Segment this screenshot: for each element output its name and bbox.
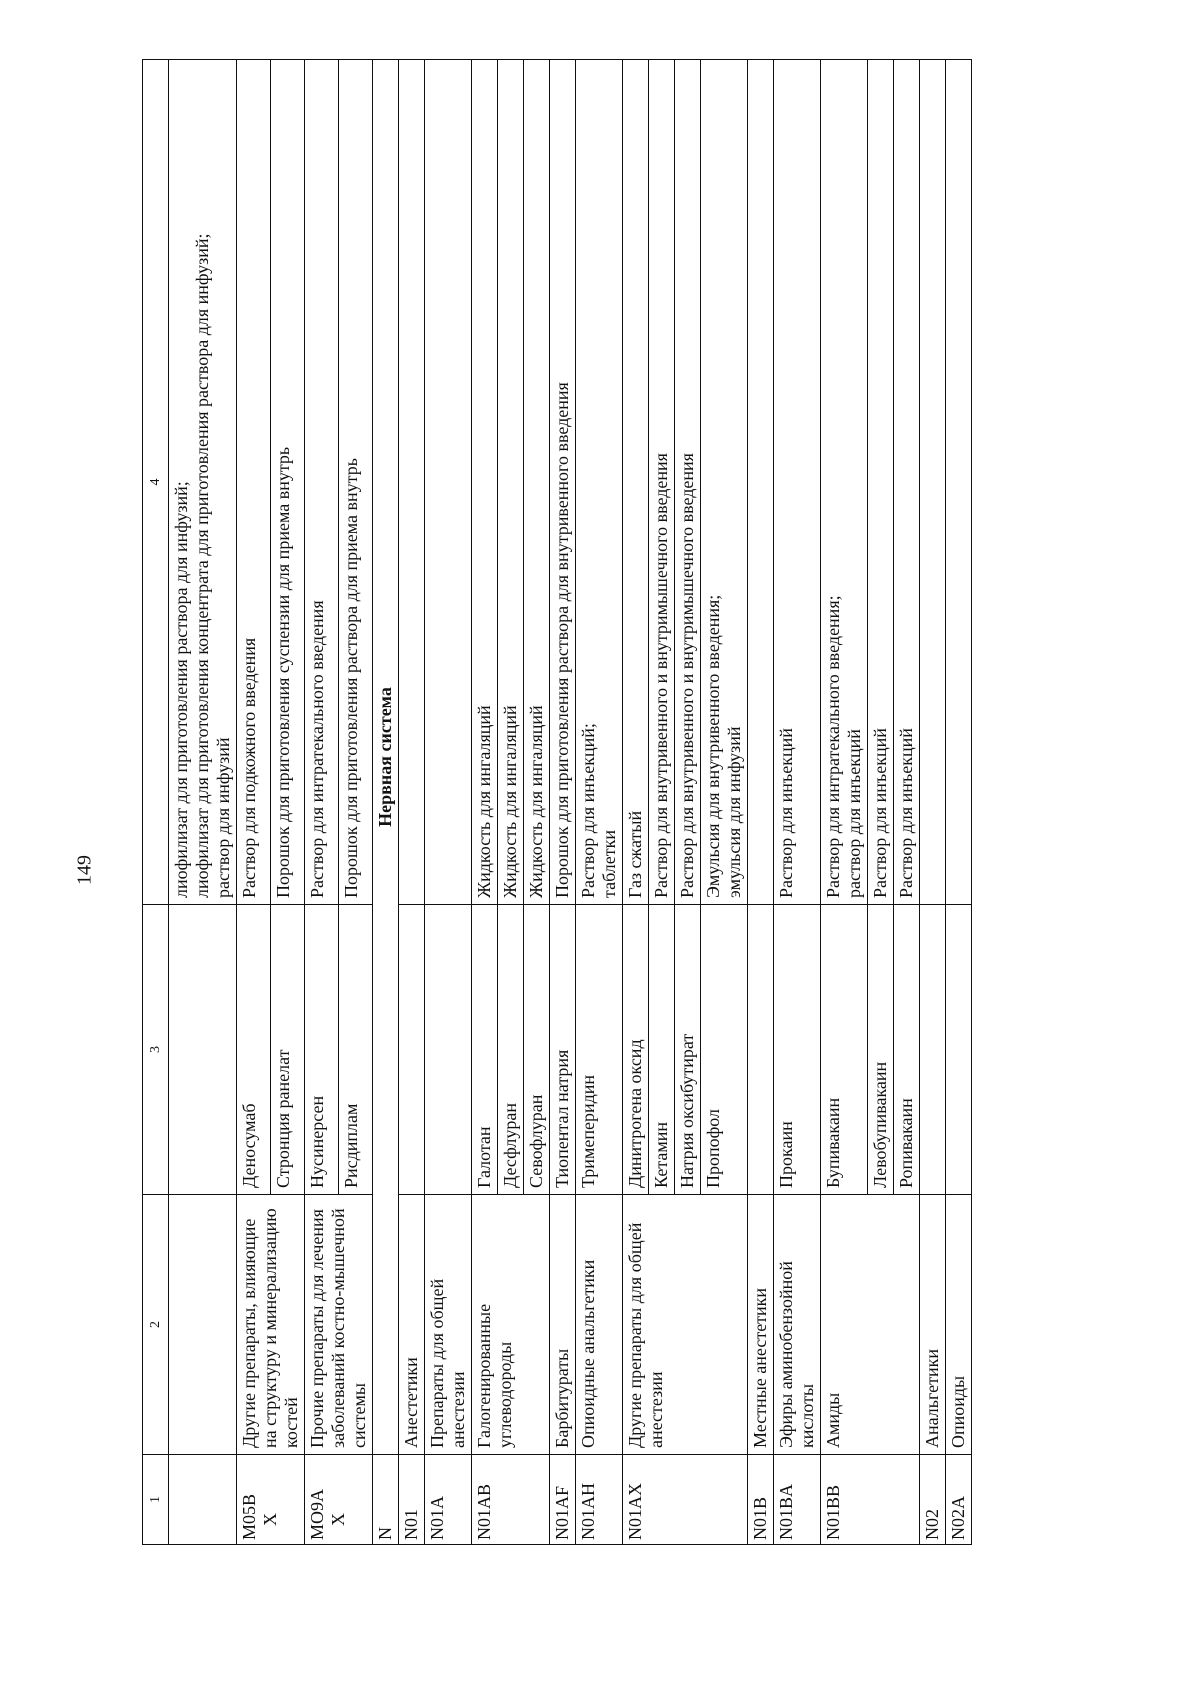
- table-row: [623, 60, 649, 1545]
- code-cell: [169, 1455, 237, 1545]
- page-number: 149: [73, 855, 96, 885]
- drug-cell: Галотан: [472, 905, 498, 1195]
- code-cell: N01A: [425, 1455, 472, 1545]
- form-cell: Жидкость для ингаляций: [472, 60, 498, 905]
- rotated-page-content: [142, 60, 1157, 1545]
- form-cell: Раствор для инъекций: [774, 60, 821, 905]
- group-cell: Другие препараты, влияющие на структуру и минерализацию костей: [237, 1195, 305, 1455]
- code-cell: N01AH: [576, 1455, 623, 1545]
- drug-cell: [946, 905, 972, 1195]
- table-row: [774, 60, 821, 1545]
- form-cell: [701, 60, 748, 905]
- code-cell: [305, 1455, 373, 1545]
- form-cell: [920, 60, 946, 905]
- header-col-1: 1: [143, 1455, 169, 1545]
- form-cell: Жидкость для ингаляций: [498, 60, 524, 905]
- group-cell: Другие препараты для общей анестезии: [623, 1195, 748, 1455]
- drug-cell: Тиопентал натрия: [550, 905, 576, 1195]
- form-line: раствор для инфузий: [213, 737, 233, 898]
- drug-cell: Нусинерсен: [305, 905, 339, 1195]
- code-cell: N01: [399, 1455, 425, 1545]
- form-cell: [169, 60, 237, 905]
- form-line: Раствор для интратекального введения;: [823, 595, 843, 898]
- form-cell: Раствор для инъекций: [868, 60, 894, 905]
- form-line: эмульсия для инфузий: [724, 726, 744, 898]
- form-line: раствор для инъекций: [844, 729, 864, 898]
- table-row: [550, 60, 576, 1545]
- form-cell: [748, 60, 774, 905]
- form-cell: [821, 60, 868, 905]
- form-cell: [946, 60, 972, 905]
- drug-cell: [920, 905, 946, 1195]
- group-cell: Барбитураты: [550, 1195, 576, 1455]
- group-cell: Амиды: [821, 1195, 920, 1455]
- drug-cell: [399, 905, 425, 1195]
- code-line: X: [260, 1513, 280, 1526]
- header-col-4: 4: [143, 60, 169, 905]
- group-cell: Эфиры аминобензойной кислоты: [774, 1195, 821, 1455]
- table-header-row: [143, 60, 169, 1545]
- code-line: X: [328, 1513, 348, 1526]
- drug-cell: Деносумаб: [237, 905, 271, 1195]
- group-cell: Галогенированные углеводороды: [472, 1195, 550, 1455]
- code-line: M05B: [239, 1493, 259, 1540]
- table-row: [237, 60, 271, 1545]
- form-line: лиофилизат для приготовления раствора для инфузий;: [171, 481, 191, 898]
- code-line: MO9A: [307, 1488, 327, 1540]
- code-cell: N01AF: [550, 1455, 576, 1545]
- form-cell: Газ сжатый: [623, 60, 649, 905]
- drug-cell: [425, 905, 472, 1195]
- form-cell: Раствор для внутривенного и внутримышечного введения: [649, 60, 675, 905]
- drug-cell: Десфлуран: [498, 905, 524, 1195]
- table-row: [305, 60, 339, 1545]
- table-row: [946, 60, 972, 1545]
- group-cell: Опиоидные анальгетики: [576, 1195, 623, 1455]
- form-line: таблетки: [599, 829, 619, 898]
- form-line: лиофилизат для приготовления концентрата для приготовления раствора для инфузий;: [192, 233, 212, 898]
- drug-cell: [169, 905, 237, 1195]
- table-row: [576, 60, 623, 1545]
- code-cell: N01AX: [623, 1455, 748, 1545]
- code-cell: N01BA: [774, 1455, 821, 1545]
- drug-cell: Прокаин: [774, 905, 821, 1195]
- drug-cell: Динитрогена оксид: [623, 905, 649, 1195]
- section-title: Нервная система: [373, 60, 399, 1455]
- drug-cell: Пропофол: [701, 905, 748, 1195]
- form-cell: [425, 60, 472, 905]
- code-cell: N01BB: [821, 1455, 920, 1545]
- table-row: [748, 60, 774, 1545]
- form-cell: [399, 60, 425, 905]
- table-row: [425, 60, 472, 1545]
- form-cell: [576, 60, 623, 905]
- group-cell: Прочие препараты для лечения заболеваний костно-мышечной системы: [305, 1195, 373, 1455]
- form-cell: Раствор для подкожного введения: [237, 60, 271, 905]
- table-row: [472, 60, 498, 1545]
- group-cell: Анальгетики: [920, 1195, 946, 1455]
- table-row: [399, 60, 425, 1545]
- form-cell: Раствор для интратекального введения: [305, 60, 339, 905]
- table-row: [920, 60, 946, 1545]
- drug-cell: Кетамин: [649, 905, 675, 1195]
- form-cell: Жидкость для ингаляций: [524, 60, 550, 905]
- form-cell: Порошок для приготовления суспензии для приема внутрь: [271, 60, 305, 905]
- form-cell: Порошок для приготовления раствора для приема внутрь: [339, 60, 373, 905]
- group-cell: [169, 1195, 237, 1455]
- group-cell: Анестетики: [399, 1195, 425, 1455]
- medication-table: [142, 59, 972, 1545]
- code-cell: [237, 1455, 305, 1545]
- drug-cell: Стронция ранелат: [271, 905, 305, 1195]
- group-cell: Опиоиды: [946, 1195, 972, 1455]
- table-row: [821, 60, 868, 1545]
- form-line: Раствор для инъекций;: [578, 723, 598, 898]
- form-cell: Раствор для инъекций: [894, 60, 920, 905]
- group-cell: Местные анестетики: [748, 1195, 774, 1455]
- code-cell: N01B: [748, 1455, 774, 1545]
- drug-cell: Натрия оксибутират: [675, 905, 701, 1195]
- drug-cell: Тримеперидин: [576, 905, 623, 1195]
- form-line: Эмульсия для внутривенного введения;: [703, 594, 723, 898]
- code-cell: N01AB: [472, 1455, 550, 1545]
- code-cell: N: [373, 1455, 399, 1545]
- drug-cell: Левобупивакаин: [868, 905, 894, 1195]
- drug-cell: [748, 905, 774, 1195]
- drug-cell: Ропивакаин: [894, 905, 920, 1195]
- section-row: [373, 60, 399, 1545]
- header-col-3: 3: [143, 905, 169, 1195]
- form-cell: Порошок для приготовления раствора для внутривенного введения: [550, 60, 576, 905]
- group-cell: Препараты для общей анестезии: [425, 1195, 472, 1455]
- code-cell: N02A: [946, 1455, 972, 1545]
- drug-cell: Бупивакаин: [821, 905, 868, 1195]
- code-cell: N02: [920, 1455, 946, 1545]
- drug-cell: Севофлуран: [524, 905, 550, 1195]
- form-cell: Раствор для внутривенного и внутримышечного введения: [675, 60, 701, 905]
- header-col-2: 2: [143, 1195, 169, 1455]
- table-row: [169, 60, 237, 1545]
- drug-cell: Рисдиплам: [339, 905, 373, 1195]
